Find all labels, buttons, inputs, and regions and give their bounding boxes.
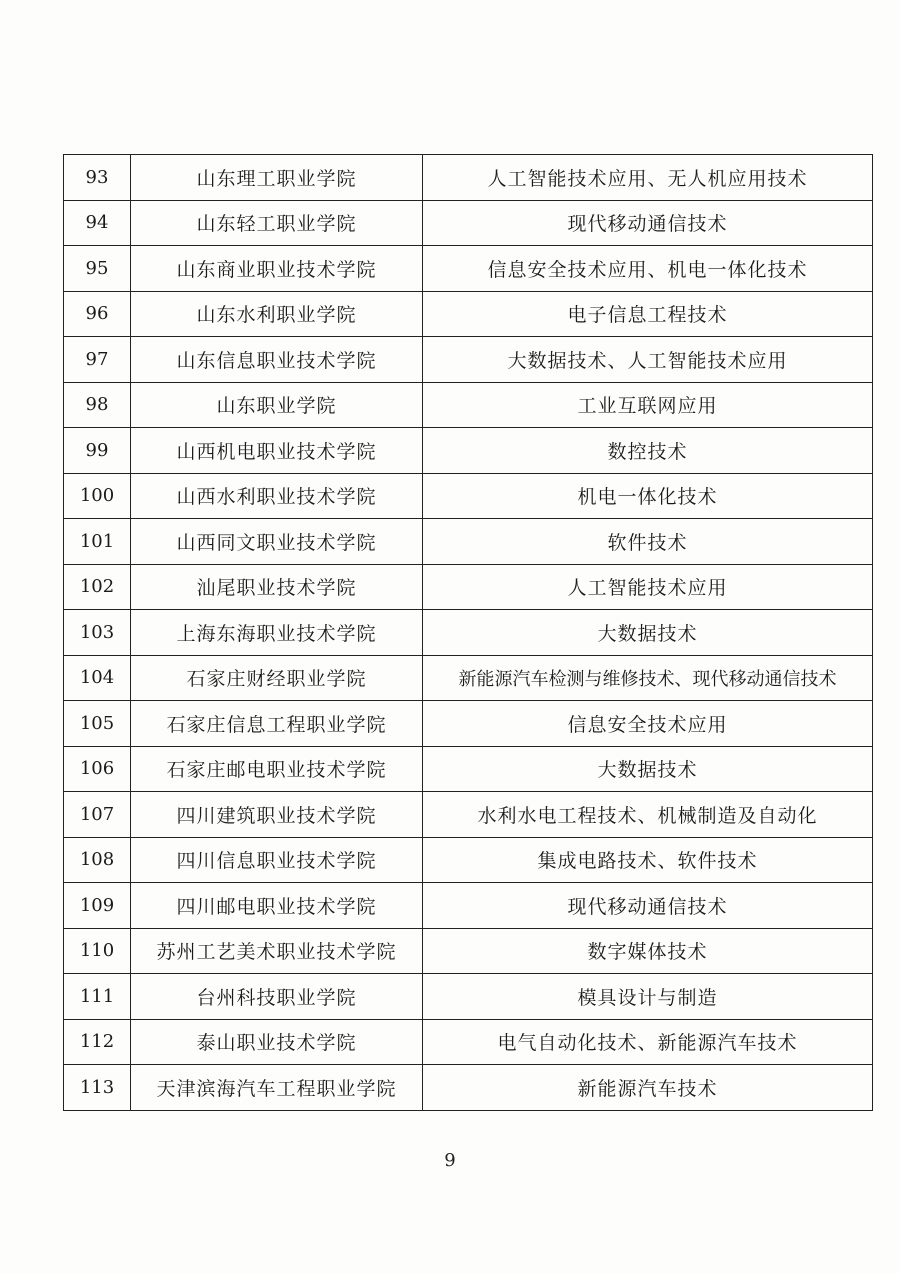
row-number: 108 <box>64 837 131 883</box>
major-list: 电气自动化技术、新能源汽车技术 <box>423 1019 873 1065</box>
table-row <box>64 701 873 747</box>
school-name: 山东理工职业学院 <box>131 155 423 201</box>
major-list: 数控技术 <box>423 428 873 474</box>
major-list: 人工智能技术应用、无人机应用技术 <box>423 155 873 201</box>
school-name: 石家庄财经职业学院 <box>131 655 423 701</box>
table-row <box>64 883 873 929</box>
school-name: 石家庄邮电职业技术学院 <box>131 746 423 792</box>
major-list: 现代移动通信技术 <box>423 200 873 246</box>
major-list: 大数据技术 <box>423 610 873 656</box>
major-list: 大数据技术 <box>423 746 873 792</box>
major-list: 新能源汽车技术 <box>423 1065 873 1111</box>
table-row <box>64 655 873 701</box>
school-name: 山西水利职业技术学院 <box>131 473 423 519</box>
row-number: 95 <box>64 246 131 292</box>
row-number: 101 <box>64 519 131 565</box>
major-list: 现代移动通信技术 <box>423 883 873 929</box>
major-list: 信息安全技术应用、机电一体化技术 <box>423 246 873 292</box>
school-name: 台州科技职业学院 <box>131 974 423 1020</box>
table-row <box>64 1065 873 1111</box>
school-name: 四川邮电职业技术学院 <box>131 883 423 929</box>
school-name: 山东商业职业技术学院 <box>131 246 423 292</box>
row-number: 102 <box>64 564 131 610</box>
major-list: 软件技术 <box>423 519 873 565</box>
major-list: 信息安全技术应用 <box>423 701 873 747</box>
row-number: 94 <box>64 200 131 246</box>
row-number: 103 <box>64 610 131 656</box>
table-row <box>64 246 873 292</box>
row-number: 98 <box>64 382 131 428</box>
table-row <box>64 928 873 974</box>
row-number: 105 <box>64 701 131 747</box>
table-body <box>64 155 873 1111</box>
page-number: 9 <box>444 1150 456 1171</box>
school-name: 石家庄信息工程职业学院 <box>131 701 423 747</box>
major-list: 人工智能技术应用 <box>423 564 873 610</box>
institution-table <box>63 154 873 1111</box>
school-name: 山东职业学院 <box>131 382 423 428</box>
table-row <box>64 519 873 565</box>
school-name: 山东信息职业技术学院 <box>131 337 423 383</box>
table-row <box>64 337 873 383</box>
table-row <box>64 382 873 428</box>
table-row <box>64 291 873 337</box>
major-list: 集成电路技术、软件技术 <box>423 837 873 883</box>
table-row <box>64 564 873 610</box>
table-row <box>64 155 873 201</box>
school-name: 上海东海职业技术学院 <box>131 610 423 656</box>
major-list: 水利水电工程技术、机械制造及自动化 <box>423 792 873 838</box>
table-row <box>64 610 873 656</box>
row-number: 106 <box>64 746 131 792</box>
row-number: 97 <box>64 337 131 383</box>
major-list: 工业互联网应用 <box>423 382 873 428</box>
table-row <box>64 473 873 519</box>
major-list: 数字媒体技术 <box>423 928 873 974</box>
school-name: 山西机电职业技术学院 <box>131 428 423 474</box>
major-list: 模具设计与制造 <box>423 974 873 1020</box>
table-row <box>64 428 873 474</box>
school-name: 汕尾职业技术学院 <box>131 564 423 610</box>
school-name: 苏州工艺美术职业技术学院 <box>131 928 423 974</box>
table-row <box>64 837 873 883</box>
major-list: 新能源汽车检测与维修技术、现代移动通信技术 <box>423 655 873 701</box>
table-row <box>64 200 873 246</box>
school-name: 四川信息职业技术学院 <box>131 837 423 883</box>
major-list: 电子信息工程技术 <box>423 291 873 337</box>
table-row <box>64 792 873 838</box>
major-list: 机电一体化技术 <box>423 473 873 519</box>
row-number: 100 <box>64 473 131 519</box>
table-row <box>64 1019 873 1065</box>
school-name: 天津滨海汽车工程职业学院 <box>131 1065 423 1111</box>
table-row <box>64 746 873 792</box>
table-row <box>64 974 873 1020</box>
row-number: 109 <box>64 883 131 929</box>
row-number: 104 <box>64 655 131 701</box>
row-number: 107 <box>64 792 131 838</box>
row-number: 112 <box>64 1019 131 1065</box>
row-number: 110 <box>64 928 131 974</box>
row-number: 96 <box>64 291 131 337</box>
row-number: 93 <box>64 155 131 201</box>
row-number: 99 <box>64 428 131 474</box>
school-name: 山东水利职业学院 <box>131 291 423 337</box>
school-name: 泰山职业技术学院 <box>131 1019 423 1065</box>
school-name: 四川建筑职业技术学院 <box>131 792 423 838</box>
school-name: 山东轻工职业学院 <box>131 200 423 246</box>
school-name: 山西同文职业技术学院 <box>131 519 423 565</box>
major-list: 大数据技术、人工智能技术应用 <box>423 337 873 383</box>
row-number: 111 <box>64 974 131 1020</box>
row-number: 113 <box>64 1065 131 1111</box>
